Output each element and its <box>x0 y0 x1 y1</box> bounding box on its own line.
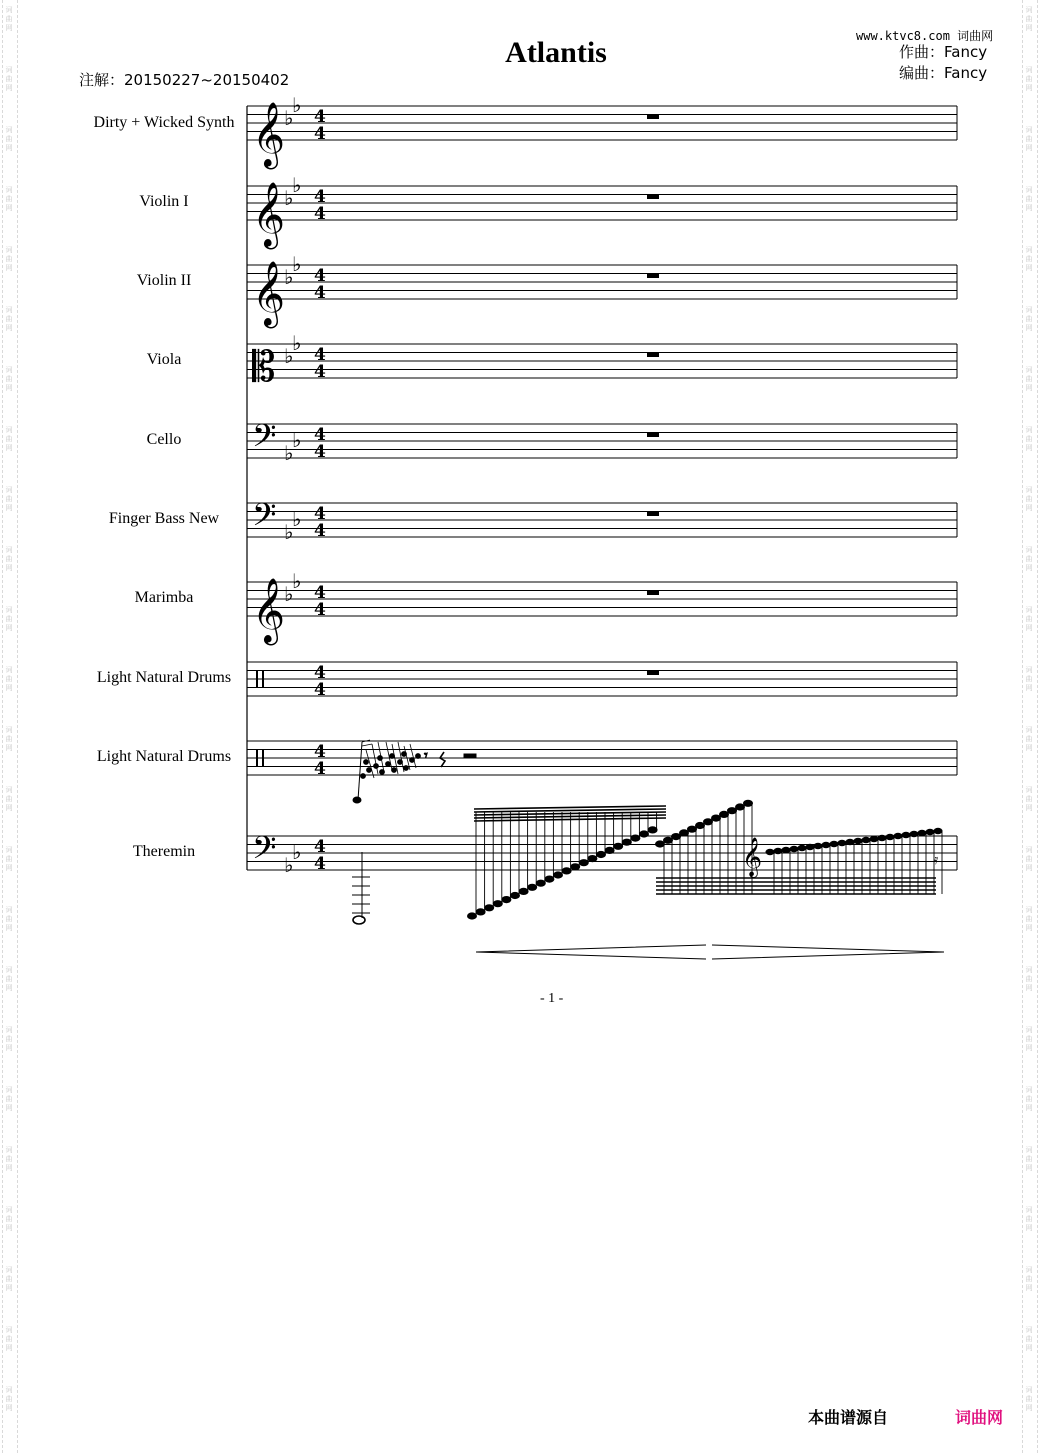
watermark-mark: 词 曲 网 <box>5 786 13 812</box>
whole-rest <box>647 115 659 120</box>
flat-icon: ♭ <box>292 569 302 593</box>
watermark-mark: 词 曲 网 <box>5 1386 13 1412</box>
staff <box>247 662 957 700</box>
note-head <box>774 848 783 854</box>
watermark-mark: 词 曲 网 <box>5 66 13 92</box>
watermark-mark: 词 曲 网 <box>1025 1026 1033 1052</box>
watermark-mark: 词 曲 网 <box>1025 486 1033 512</box>
watermark-mark: 词 曲 网 <box>5 246 13 272</box>
time-signature-top: 4 <box>314 266 326 286</box>
score-title: Atlantis <box>505 36 607 69</box>
note-head <box>743 800 753 807</box>
watermark-mark: 词 曲 网 <box>1025 1386 1033 1412</box>
staff <box>247 331 957 391</box>
whole-rest <box>647 671 659 676</box>
watermark-mark: 词 曲 网 <box>1025 1206 1033 1232</box>
flat-icon: ♭ <box>284 440 294 465</box>
instrument-name: Marimba <box>134 589 194 606</box>
note-head <box>587 855 597 862</box>
note-beam <box>474 812 666 815</box>
watermark-mark: 词 曲 网 <box>5 186 13 212</box>
page-number: - 1 - <box>540 991 564 1006</box>
watermark-mark: 词 曲 网 <box>1025 66 1033 92</box>
flat-icon: ♭ <box>284 852 294 877</box>
treble-clef-icon: 𝄞 <box>252 102 286 167</box>
staff <box>247 93 957 169</box>
time-signature-top: 4 <box>314 504 326 524</box>
watermark-mark: 词 曲 网 <box>1025 786 1033 812</box>
watermark-mark: 词 曲 网 <box>1025 726 1033 752</box>
note-head <box>493 900 503 907</box>
watermark-mark: 词 曲 网 <box>5 546 13 572</box>
whole-rest <box>647 433 659 438</box>
watermark-mark: 词 曲 网 <box>5 666 13 692</box>
note-head <box>622 839 632 846</box>
alto-clef-icon: 𝄡 <box>252 342 276 391</box>
note-head <box>562 867 572 874</box>
score-note: 注解：20150227~20150402 <box>79 71 290 89</box>
time-signature-bottom: 4 <box>314 600 326 620</box>
svg-text:𝄾: 𝄾 <box>424 748 428 764</box>
instrument-name: Light Natural Drums <box>96 669 232 686</box>
watermark-mark: 词 曲 网 <box>5 726 13 752</box>
instrument-name: Theremin <box>132 843 196 860</box>
note-beam <box>474 815 666 818</box>
note-head <box>527 884 537 891</box>
staff <box>247 497 957 544</box>
hairpin-crescendo <box>476 945 706 959</box>
note-head <box>886 834 895 840</box>
arranger-credit: 编曲：Fancy <box>899 64 988 82</box>
watermark-mark: 词 曲 网 <box>1025 1326 1033 1352</box>
time-signature-bottom: 4 <box>314 680 326 700</box>
time-signature-top: 4 <box>314 837 326 857</box>
note-head <box>878 835 887 841</box>
note-beam <box>474 809 666 812</box>
instrument-name: Finger Bass New <box>108 510 220 527</box>
note-head <box>570 863 580 870</box>
treble-clef-icon: 𝄞 <box>252 182 286 247</box>
watermark-mark: 词 曲 网 <box>1025 1146 1033 1172</box>
watermark-mark: 词 曲 网 <box>5 126 13 152</box>
note-head <box>870 836 879 842</box>
flat-icon: ♭ <box>284 581 294 606</box>
percussion-clef-icon <box>262 671 264 688</box>
instrument-name: Light Natural Drums <box>96 748 232 765</box>
watermark-mark: 词 曲 网 <box>5 366 13 392</box>
theremin-run <box>467 800 943 920</box>
footer-source-label: 本曲谱源自 <box>808 1408 889 1427</box>
percussion-clef-icon <box>256 671 258 688</box>
watermark-mark: 词 曲 网 <box>1025 966 1033 992</box>
note-head <box>553 871 563 878</box>
note-head <box>862 837 871 843</box>
treble-clef-change-icon: 𝄞 <box>742 837 763 877</box>
instrument-name: Violin I <box>139 193 189 210</box>
watermark-mark: 词 曲 网 <box>1025 1266 1033 1292</box>
note-head <box>894 833 903 839</box>
watermark-mark: 词 曲 网 <box>1025 186 1033 212</box>
watermark-mark: 词 曲 网 <box>5 1326 13 1352</box>
time-signature-top: 4 <box>314 425 326 445</box>
staff <box>247 418 957 465</box>
note-head <box>846 839 855 845</box>
note-beam <box>474 818 666 821</box>
flat-icon: ♭ <box>292 507 302 531</box>
note-beam <box>474 806 666 809</box>
flat-icon: ♭ <box>292 93 302 117</box>
note-head <box>519 888 529 895</box>
note-head <box>798 845 807 851</box>
note-head <box>814 843 823 849</box>
whole-rest <box>647 591 659 596</box>
note-head <box>902 832 911 838</box>
watermark-mark: 词 曲 网 <box>5 306 13 332</box>
treble-clef-icon: 𝄞 <box>252 578 286 643</box>
watermark-mark: 词 曲 网 <box>5 486 13 512</box>
watermark-mark: 词 曲 网 <box>5 6 13 32</box>
staff <box>247 252 957 328</box>
time-signature-top: 4 <box>314 583 326 603</box>
note-head <box>806 844 815 850</box>
staves <box>247 93 957 877</box>
flat-icon: ♭ <box>292 252 302 276</box>
note-head <box>854 838 863 844</box>
note-head <box>630 835 640 842</box>
time-signature-bottom: 4 <box>314 204 326 224</box>
composer-credit: 作曲：Fancy <box>899 43 988 61</box>
flat-icon: ♭ <box>284 519 294 544</box>
watermark-mark: 词 曲 网 <box>5 606 13 632</box>
note-head <box>579 859 589 866</box>
watermark-mark: 词 曲 网 <box>5 1266 13 1292</box>
watermark-mark: 词 曲 网 <box>5 966 13 992</box>
note-head <box>510 892 520 899</box>
instrument-name: Violin II <box>136 272 192 289</box>
instrument-name: Viola <box>146 351 182 368</box>
note-head <box>838 840 847 846</box>
note-head <box>536 880 546 887</box>
note-head <box>822 842 831 848</box>
time-signature-top: 4 <box>314 187 326 207</box>
note-head <box>648 826 658 833</box>
time-signature-top: 4 <box>314 742 326 762</box>
time-signature-bottom: 4 <box>314 521 326 541</box>
flat-icon: ♭ <box>292 331 302 355</box>
note-head <box>910 831 919 837</box>
note-head <box>476 908 486 915</box>
bass-clef-icon: 𝄢 <box>252 496 277 541</box>
whole-rest <box>647 195 659 200</box>
flat-icon: ♭ <box>284 185 294 210</box>
instrument-name: Dirty + Wicked Synth <box>93 114 235 131</box>
site-name: 词曲网 <box>957 29 994 43</box>
time-signature-top: 4 <box>314 345 326 365</box>
watermark-mark: 词 曲 网 <box>1025 126 1033 152</box>
note-head <box>484 904 494 911</box>
site-url: www.ktvc8.com 词曲网 <box>856 29 994 43</box>
watermark-mark: 词 曲 网 <box>1025 1086 1033 1112</box>
watermark-mark: 词 曲 网 <box>1025 246 1033 272</box>
staff <box>247 569 957 645</box>
time-signature-bottom: 4 <box>314 362 326 382</box>
whole-rest <box>647 274 659 279</box>
watermark-mark: 词 曲 网 <box>1025 906 1033 932</box>
note-head <box>501 896 511 903</box>
time-signature-bottom: 4 <box>314 759 326 779</box>
watermark-mark: 词 曲 网 <box>1025 666 1033 692</box>
note-head <box>766 849 775 855</box>
note-head <box>782 847 791 853</box>
flat-icon: ♭ <box>284 343 294 368</box>
note-head <box>544 876 554 883</box>
note-head <box>918 830 927 836</box>
theremin-low-note <box>352 852 370 924</box>
time-signature-bottom: 4 <box>314 124 326 144</box>
hairpin-decrescendo <box>712 945 944 959</box>
time-signature-top: 4 <box>314 107 326 127</box>
note-head <box>467 912 477 919</box>
rest-icon: 𝄿 <box>934 852 939 868</box>
watermark-mark: 词 曲 网 <box>5 1146 13 1172</box>
percussion-clef-icon <box>262 750 264 767</box>
note-head <box>596 851 606 858</box>
note-head <box>639 830 649 837</box>
bass-clef-icon: 𝄢 <box>252 417 277 462</box>
staff <box>247 741 957 779</box>
time-signature-top: 4 <box>314 663 326 683</box>
watermark-mark: 词 曲 网 <box>1025 366 1033 392</box>
flat-icon: ♭ <box>292 840 302 864</box>
flat-icon: ♭ <box>292 428 302 452</box>
note-head <box>926 829 935 835</box>
flat-icon: ♭ <box>292 173 302 197</box>
watermark-mark: 词 曲 网 <box>5 906 13 932</box>
watermark-mark: 词 曲 网 <box>1025 306 1033 332</box>
instrument-name: Cello <box>146 431 182 448</box>
watermark-mark: 词 曲 网 <box>1025 846 1033 872</box>
watermark-mark: 词 曲 网 <box>5 1086 13 1112</box>
note-head <box>613 843 623 850</box>
staff <box>247 173 957 249</box>
watermark-mark: 词 曲 网 <box>5 1026 13 1052</box>
watermark-mark: 词 曲 网 <box>1025 606 1033 632</box>
percussion-clef-icon <box>256 750 258 767</box>
watermark-mark: 词 曲 网 <box>5 1206 13 1232</box>
watermark-mark: 词 曲 网 <box>1025 426 1033 452</box>
time-signature-bottom: 4 <box>314 283 326 303</box>
flat-icon: ♭ <box>284 264 294 289</box>
watermark-mark: 词 曲 网 <box>5 846 13 872</box>
whole-rest <box>647 512 659 517</box>
watermark-mark: 词 曲 网 <box>1025 546 1033 572</box>
treble-clef-icon: 𝄞 <box>252 261 286 326</box>
bass-clef-icon: 𝄢 <box>252 829 277 874</box>
whole-rest <box>647 353 659 358</box>
note-head <box>934 828 943 834</box>
footer-source-site[interactable]: 词曲网 <box>955 1408 1004 1427</box>
note-head <box>830 841 839 847</box>
watermark-mark: 词 曲 网 <box>5 426 13 452</box>
note-head <box>605 847 615 854</box>
note-head <box>790 846 799 852</box>
watermark-mark: 词 曲 网 <box>1025 6 1033 32</box>
time-signature-bottom: 4 <box>314 854 326 874</box>
flat-icon: ♭ <box>284 105 294 130</box>
time-signature-bottom: 4 <box>314 442 326 462</box>
